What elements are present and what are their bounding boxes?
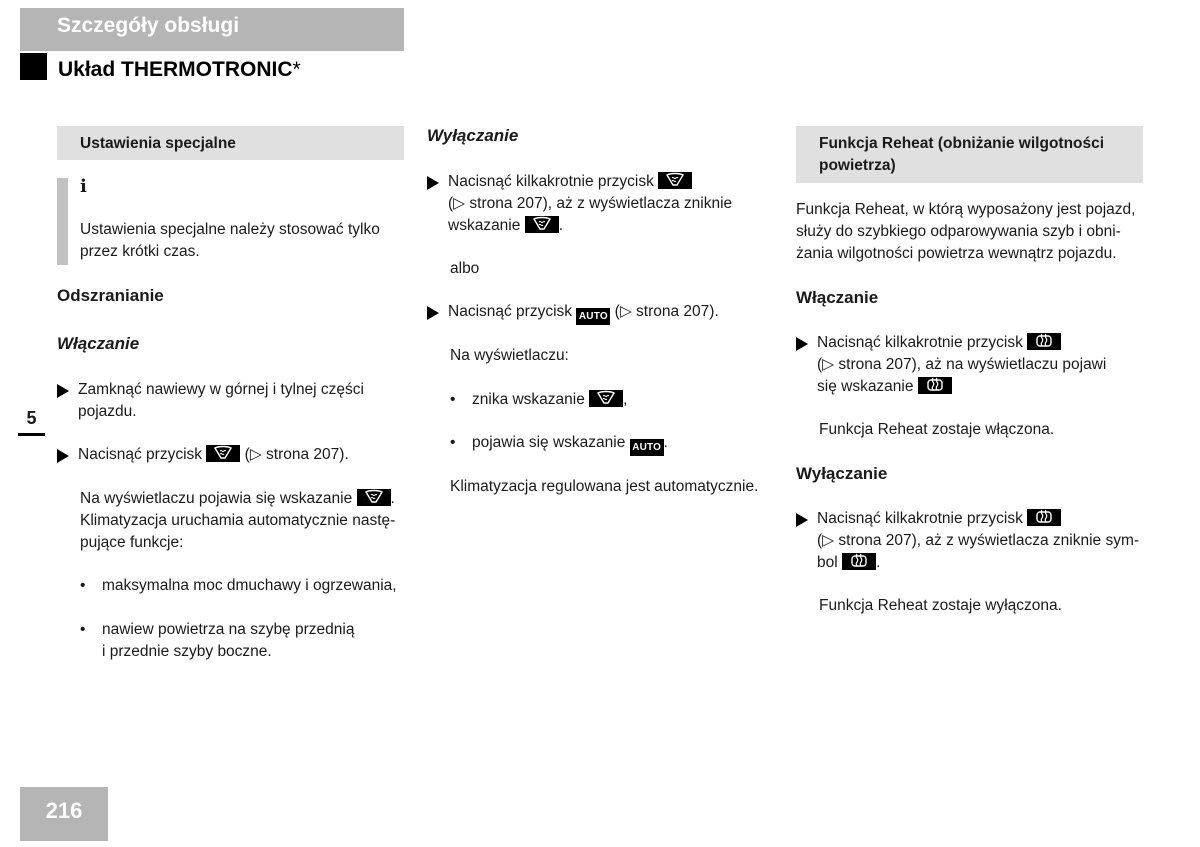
step-arrow-icon <box>796 513 808 527</box>
display-line-1 <box>80 488 410 510</box>
list-item <box>450 432 668 456</box>
bullet-icon: • <box>80 621 86 638</box>
reheat-icon <box>1027 333 1061 350</box>
step-text: . <box>558 217 563 234</box>
list-item-text <box>472 389 627 411</box>
title-star: * <box>292 58 301 81</box>
step-text: wskazanie <box>448 217 521 234</box>
step-line: Zamknąć nawiewy w górnej i tylnej części <box>78 381 364 398</box>
step-line <box>817 332 1106 354</box>
step-press-auto <box>427 301 719 325</box>
page-ref: (▷ strona 207). <box>614 303 719 320</box>
list-item-text: maksymalna moc dmuchawy i ogrzewania, <box>102 577 397 594</box>
display-line-3: pujące funkcje: <box>80 534 184 551</box>
step-line: (▷ strona 207), aż na wyświetlaczu pojawi <box>817 356 1107 373</box>
page-title <box>58 56 301 84</box>
list-item <box>450 389 627 411</box>
defrost-icon <box>589 390 623 407</box>
step-text: Nacisnąć kilkakrotnie przycisk <box>448 173 654 190</box>
auto-key-icon: AUTO <box>576 308 610 325</box>
albo-text: albo <box>450 260 480 277</box>
step-text: Nacisnąć kilkakrotnie przycisk <box>817 334 1023 351</box>
subhead-line: powietrza) <box>819 157 896 174</box>
list-text: . <box>663 434 668 451</box>
bullet-icon: • <box>80 577 86 594</box>
defrost-icon <box>357 489 391 506</box>
step-text: Nacisnąć przycisk <box>448 303 573 320</box>
step-text: się wskazanie <box>817 378 914 395</box>
list-item-text: i przednie szyby boczne. <box>102 643 272 660</box>
step-press-defrost <box>57 444 349 466</box>
auto-key-icon: AUTO <box>630 439 664 456</box>
display-text <box>80 488 410 554</box>
info-icon: i <box>80 176 87 197</box>
step-arrow-icon <box>427 176 439 190</box>
reheat-on-result: Funkcja Reheat zostaje włączona. <box>819 421 1055 438</box>
subhead-special-settings: Ustawienia specjalne <box>57 126 404 160</box>
step-text: Nacisnąć kilkakrotnie przycisk <box>817 510 1023 527</box>
step-arrow-icon <box>427 306 439 320</box>
intro-line: żania wilgotności powietrza wewnątrz pojazdu. <box>796 245 1117 262</box>
step-reheat-on <box>796 332 1106 398</box>
intro-line: Funkcja Reheat, w którą wyposażony jest pojazd, <box>796 201 1136 218</box>
list-text: pojawia się wskazanie <box>472 434 626 451</box>
defrost-icon <box>525 216 559 233</box>
step-arrow-icon <box>796 337 808 351</box>
display-label: Na wyświetlaczu: <box>450 347 569 364</box>
subheading-on: Włączanie <box>57 334 140 353</box>
display-text-b: . <box>390 490 395 507</box>
step-line: pojazdu. <box>78 403 137 420</box>
list-item <box>80 575 397 597</box>
chapter-tab: 5 <box>18 405 45 436</box>
info-bar <box>57 178 68 265</box>
bullet-icon: • <box>450 391 456 408</box>
step-close-vents <box>57 379 364 423</box>
step-line <box>817 552 1139 574</box>
reheat-intro <box>796 199 1146 265</box>
display-text-a: Na wyświetlaczu pojawia się wskazanie <box>80 490 353 507</box>
auto-text: Klimatyzacja regulowana jest automatycznie. <box>450 478 759 495</box>
info-text <box>80 219 380 263</box>
list-item-text <box>472 432 668 456</box>
defrost-icon <box>658 172 692 189</box>
list-item-text: nawiew powietrza na szybę przednią <box>102 621 355 638</box>
subhead-reheat <box>796 126 1143 183</box>
subhead-line: Funkcja Reheat (obniżanie wilgotności <box>819 135 1105 152</box>
step-arrow-icon <box>57 384 69 398</box>
step-line <box>448 215 732 237</box>
section-banner: Szczegóły obsługi <box>20 8 404 51</box>
page-number: 216 <box>20 787 108 841</box>
step-line: (▷ strona 207), aż z wyświetlacza zniknie sym- <box>817 532 1140 549</box>
step-text: Nacisnąć przycisk <box>78 446 203 463</box>
reheat-icon <box>1027 509 1061 526</box>
display-line-2: Klimatyzacja uruchamia automatycznie nastę- <box>80 512 396 529</box>
heading-off: Wyłączanie <box>427 126 519 145</box>
heading-reheat-on: Włączanie <box>796 288 879 307</box>
list-text: znika wskazanie <box>472 391 585 408</box>
bullet-icon: • <box>450 434 456 451</box>
heading-defrost: Odszranianie <box>57 286 164 305</box>
step-line <box>448 301 719 325</box>
page-ref: (▷ strona 207). <box>244 446 349 463</box>
step-line <box>78 444 349 466</box>
intro-line: służy do szybkiego odparowywania szyb i obni- <box>796 223 1121 240</box>
heading-reheat-off: Wyłączanie <box>796 464 888 483</box>
title-marker <box>20 53 47 80</box>
defrost-icon <box>206 445 240 462</box>
list-text: , <box>623 391 628 408</box>
list-item <box>80 619 354 663</box>
reheat-off-result: Funkcja Reheat zostaje wyłączona. <box>819 597 1062 614</box>
step-line: (▷ strona 207), aż z wyświetlacza zniknie <box>448 195 733 212</box>
step-press-repeatedly <box>427 171 732 237</box>
reheat-icon <box>842 553 876 570</box>
step-reheat-off <box>796 508 1139 574</box>
step-line <box>817 508 1139 530</box>
step-line <box>448 171 732 193</box>
title-text: Układ THERMOTRONIC <box>58 58 293 81</box>
info-line-2: przez krótki czas. <box>80 243 200 260</box>
reheat-icon <box>918 377 952 394</box>
step-text: bol <box>817 554 838 571</box>
step-line <box>817 376 1106 398</box>
step-arrow-icon <box>57 449 69 463</box>
step-text: . <box>876 554 881 571</box>
info-line-1: Ustawienia specjalne należy stosować tylko <box>80 221 380 238</box>
